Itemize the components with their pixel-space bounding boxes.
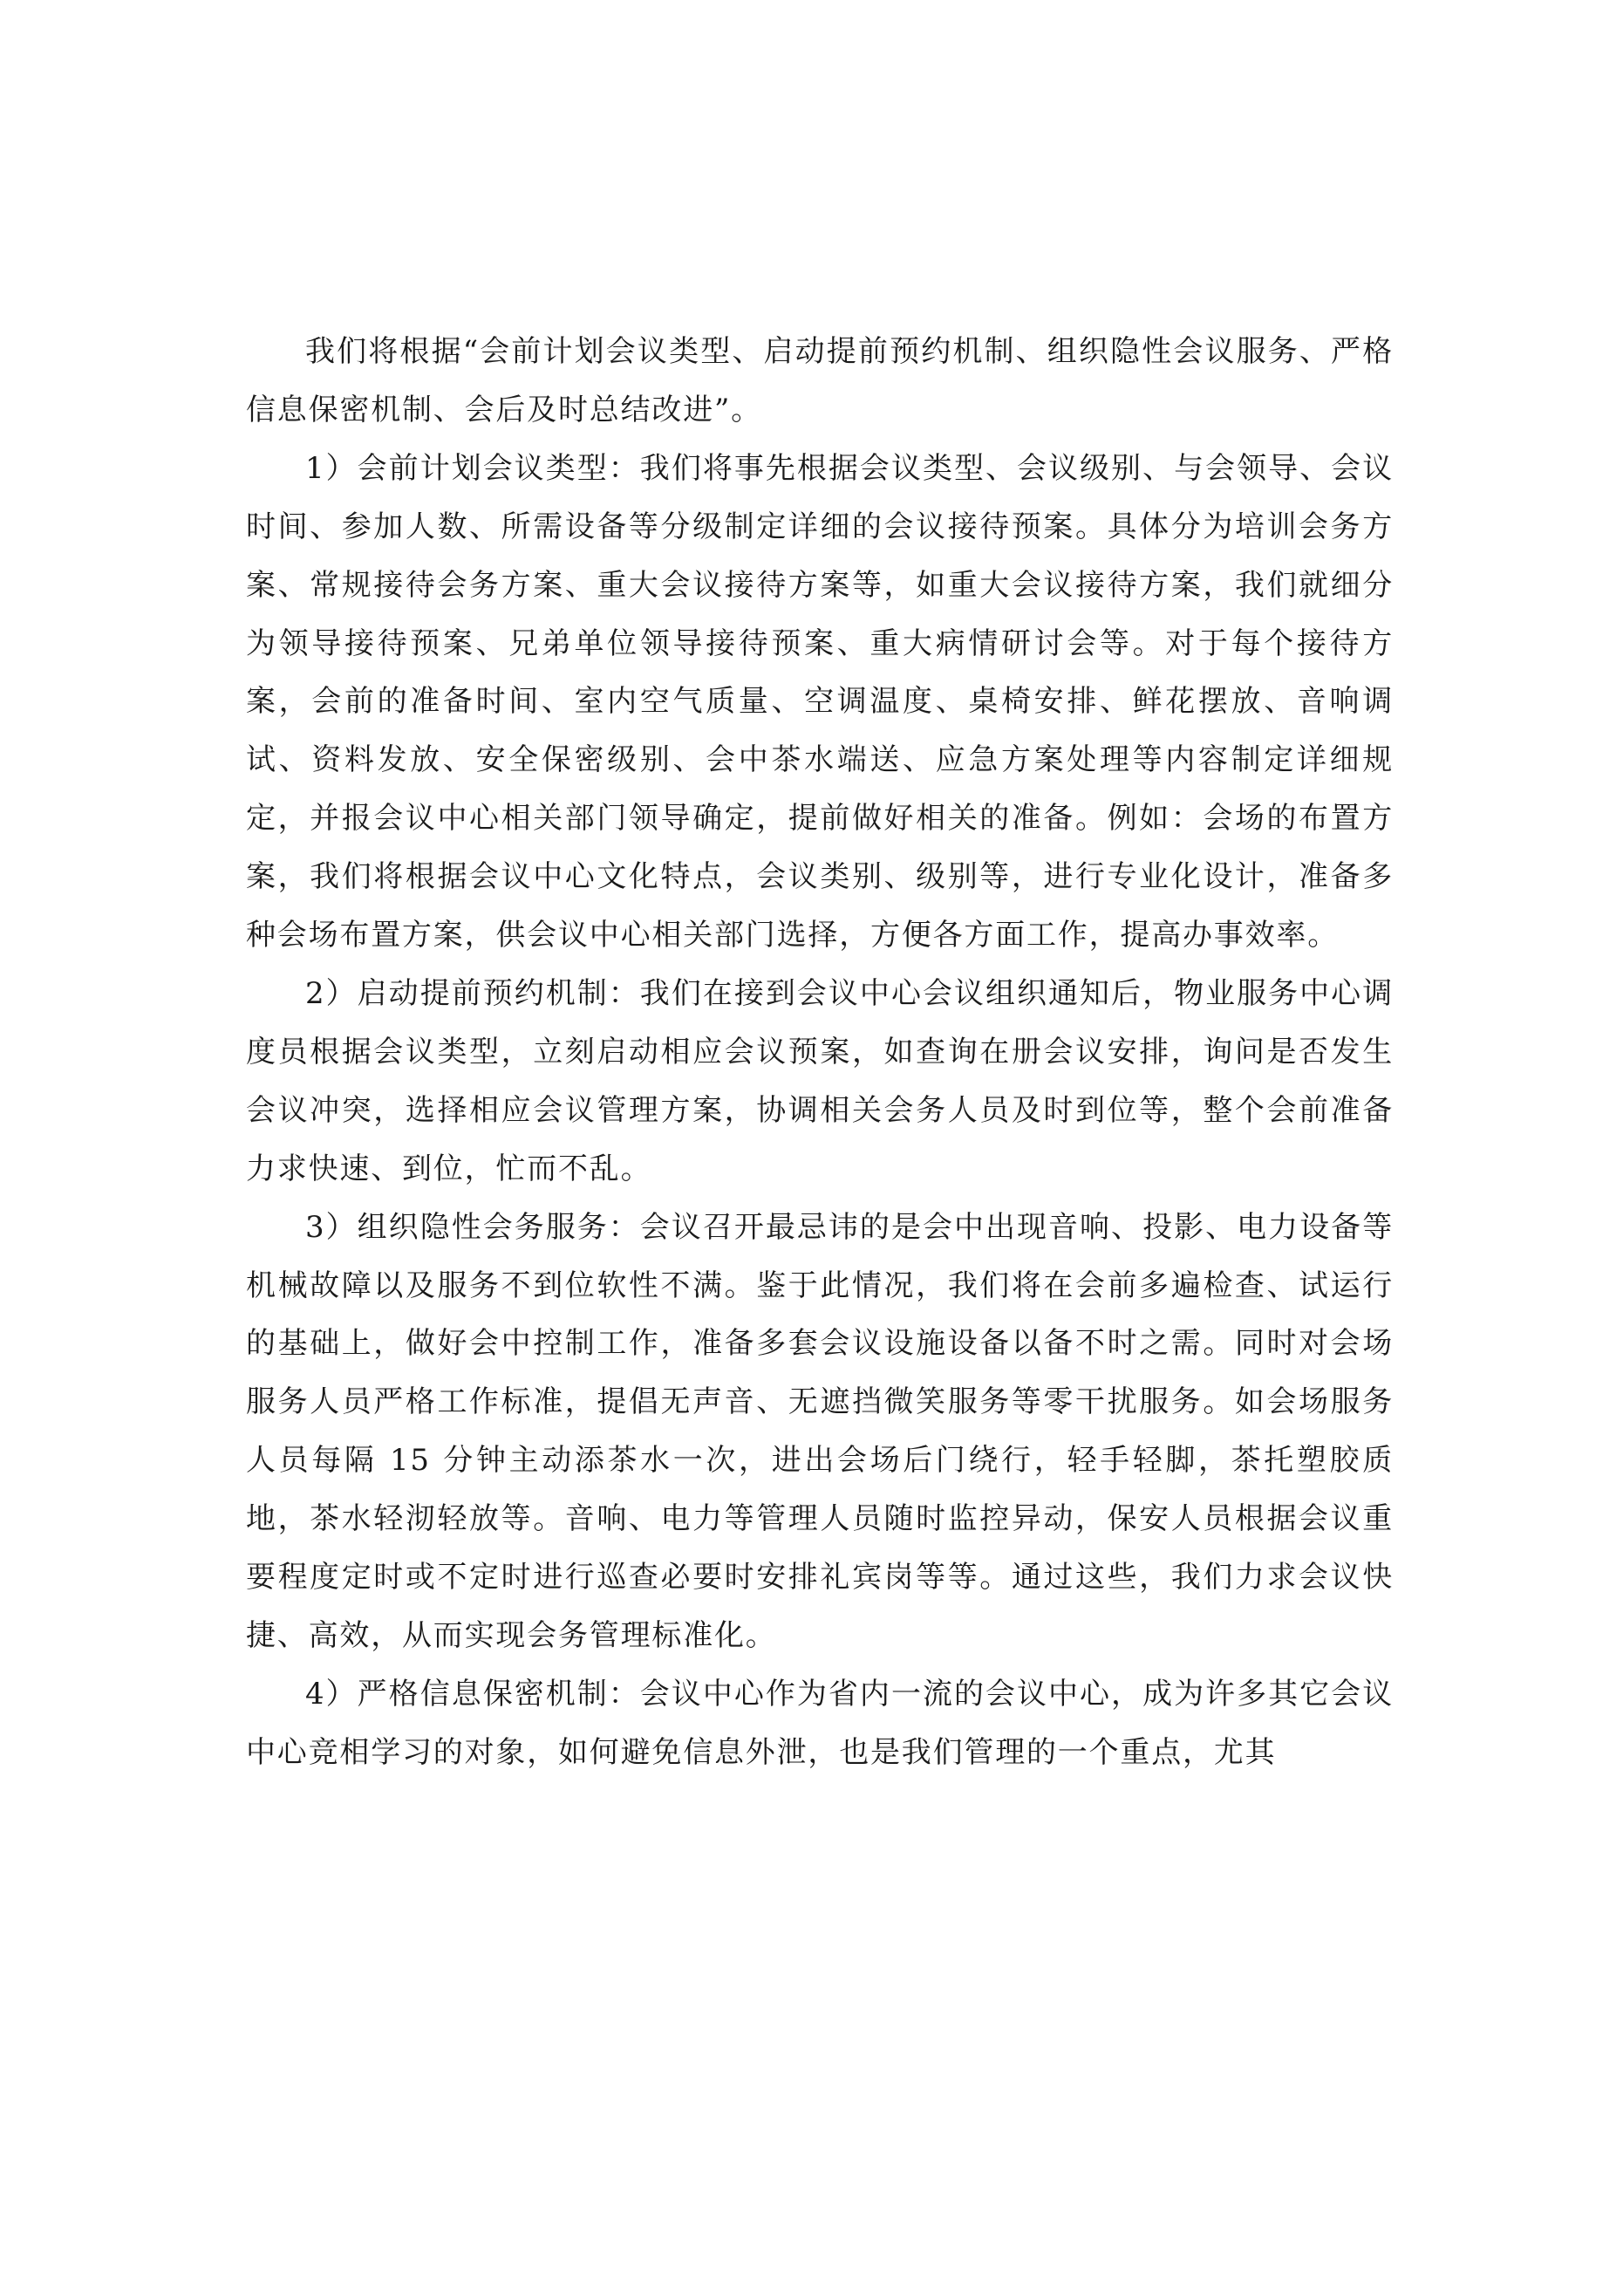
paragraph-hidden-service: 3）组织隐性会务服务：会议召开最忌讳的是会中出现音响、投影、电力设备等机械故障以及服务不到位软性不满。鉴于此情况，我们将在会前多遍检查、试运行的基础上，做好会中控制工作，准备多套会议设施设备以备不时之需。同时对会场服务人员严格工作标准，提倡无声音、无遮挡微笑服务等零干扰服务。如会场服务人员每隔 15 分钟主动添茶水一次，进出会场后门绕行，轻手轻脚，茶托塑胶质地，茶水轻沏轻放等。音响、电力等管理人员随时监控异动，保安人员根据会议重要程度定时或不定时进行巡查必要时安排礼宾岗等等。通过这些，我们力求会议快捷、高效，从而实现会务管理标准化。: [246, 1209, 1394, 1653]
body-text: [246, 323, 1394, 1782]
paragraph-advance-booking: 2）启动提前预约机制：我们在接到会议中心会议组织通知后，物业服务中心调度员根据会议类型，立刻启动相应会议预案，如查询在册会议安排，询问是否发生会议冲突，选择相应会议管理方案，协调相关会务人员及时到位等，整个会前准备力求快速、到位，忙而不乱。: [246, 975, 1394, 1186]
paragraph-plan-meeting-types: 1）会前计划会议类型：我们将事先根据会议类型、会议级别、与会领导、会议时间、参加人数、所需设备等分级制定详细的会议接待预案。具体分为培训会务方案、常规接待会务方案、重大会议接待方案等，如重大会议接待方案，我们就细分为领导接待预案、兄弟单位领导接待预案、重大病情研讨会等。对于每个接待方案，会前的准备时间、室内空气质量、空调温度、桌椅安排、鲜花摆放、音响调试、资料发放、安全保密级别、会中茶水端送、应急方案处理等内容制定详细规定，并报会议中心相关部门领导确定，提前做好相关的准备。例如：会场的布置方案，我们将根据会议中心文化特点，会议类别、级别等，进行专业化设计，准备多种会场布置方案，供会议中心相关部门选择，方便各方面工作，提高办事效率。: [246, 450, 1394, 953]
paragraph-intro: 我们将根据“会前计划会议类型、启动提前预约机制、组织隐性会议服务、严格信息保密机制、会后及时总结改进”。: [246, 334, 1394, 427]
paragraph-confidentiality: 4）严格信息保密机制：会议中心作为省内一流的会议中心，成为许多其它会议中心竞相学习的对象，如何避免信息外泄，也是我们管理的一个重点，尤其: [246, 1676, 1394, 1770]
